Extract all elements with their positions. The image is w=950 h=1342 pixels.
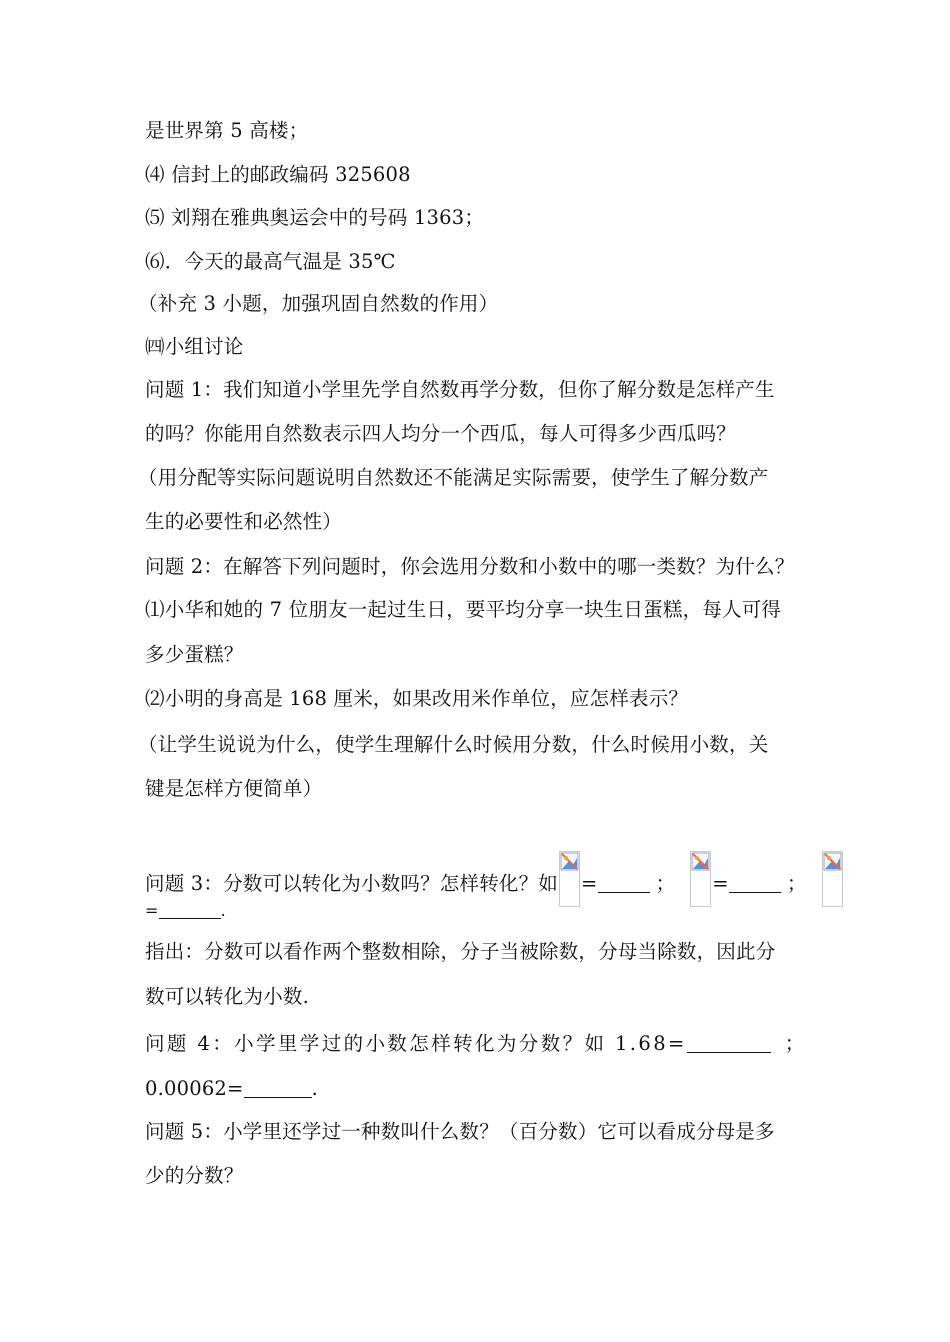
text-line: 指出：分数可以看作两个整数相除，分子当被除数，分母当除数，因此分 [145, 940, 776, 963]
separator: ； [784, 1032, 807, 1055]
equals-sign: = [581, 872, 598, 895]
decimal-text: 0.00062= [145, 1077, 244, 1100]
text-line: 数可以转化为小数. [145, 985, 309, 1008]
answer-blank[interactable] [598, 872, 650, 893]
text-line: ⑵小明的身高是 168 厘米，如果改用米作单位，应怎样表示？ [145, 687, 689, 710]
answer-blank[interactable] [687, 1032, 771, 1053]
text-line: ⑹．今天的最高气温是 35℃ [145, 250, 396, 273]
separator: ； [786, 872, 807, 895]
answer-blank[interactable] [729, 872, 781, 893]
question-3-line [145, 834, 844, 897]
question-4-text: 问题 4：小学里学过的小数怎样转化为分数？如 1.68= [145, 1032, 687, 1055]
period: . [220, 901, 226, 920]
text-line: 键是怎样方便简单） [145, 777, 323, 800]
period: . [311, 1077, 318, 1100]
text-line: （补充 3 小题，加强巩固自然数的作用） [138, 292, 499, 315]
text-line: （让学生说说为什么，使学生理解什么时候用分数，什么时候用小数，关 [138, 733, 769, 756]
question-3-continuation [145, 898, 226, 924]
section-heading: ㈣小组讨论 [145, 335, 244, 358]
separator: ； [655, 872, 676, 895]
text-line: ⑷ 信封上的邮政编码 325608 [145, 163, 411, 186]
text-line: 多少蛋糕？ [145, 643, 244, 666]
text-line: 少的分数？ [145, 1164, 244, 1187]
text-line: 问题 2：在解答下列问题时，你会选用分数和小数中的哪一类数？为什么？ [145, 555, 795, 578]
broken-image-icon [690, 851, 711, 907]
text-line: 问题 1：我们知道小学里先学自然数再学分数，但你了解分数是怎样产生 [145, 378, 775, 401]
broken-image-icon [822, 851, 843, 907]
broken-image-icon [559, 851, 580, 907]
question-4-continuation [145, 1074, 318, 1102]
equals-sign: = [712, 872, 729, 895]
equals-sign: = [145, 901, 159, 920]
text-line: ⑸ 刘翔在雅典奥运会中的号码 1363； [145, 206, 485, 229]
question-3-text: 问题 3：分数可以转化为小数吗？怎样转化？如 [145, 872, 559, 895]
text-line: 是世界第 5 高楼； [145, 119, 309, 142]
text-line: 的吗？你能用自然数表示四人均分一个西瓜，每人可得多少西瓜吗？ [145, 422, 737, 445]
question-4-line [145, 1029, 807, 1057]
answer-blank[interactable] [244, 1077, 312, 1098]
text-line: （用分配等实际问题说明自然数还不能满足实际需要，使学生了解分数产 [138, 466, 769, 489]
text-line: ⑴小华和她的 7 位朋友一起过生日，要平均分享一块生日蛋糕，每人可得 [145, 598, 782, 621]
answer-blank[interactable] [159, 902, 221, 919]
text-line: 生的必要性和必然性） [145, 510, 343, 533]
text-line: 问题 5：小学里还学过一种数叫什么数？（百分数）它可以看成分母是多 [145, 1120, 775, 1143]
